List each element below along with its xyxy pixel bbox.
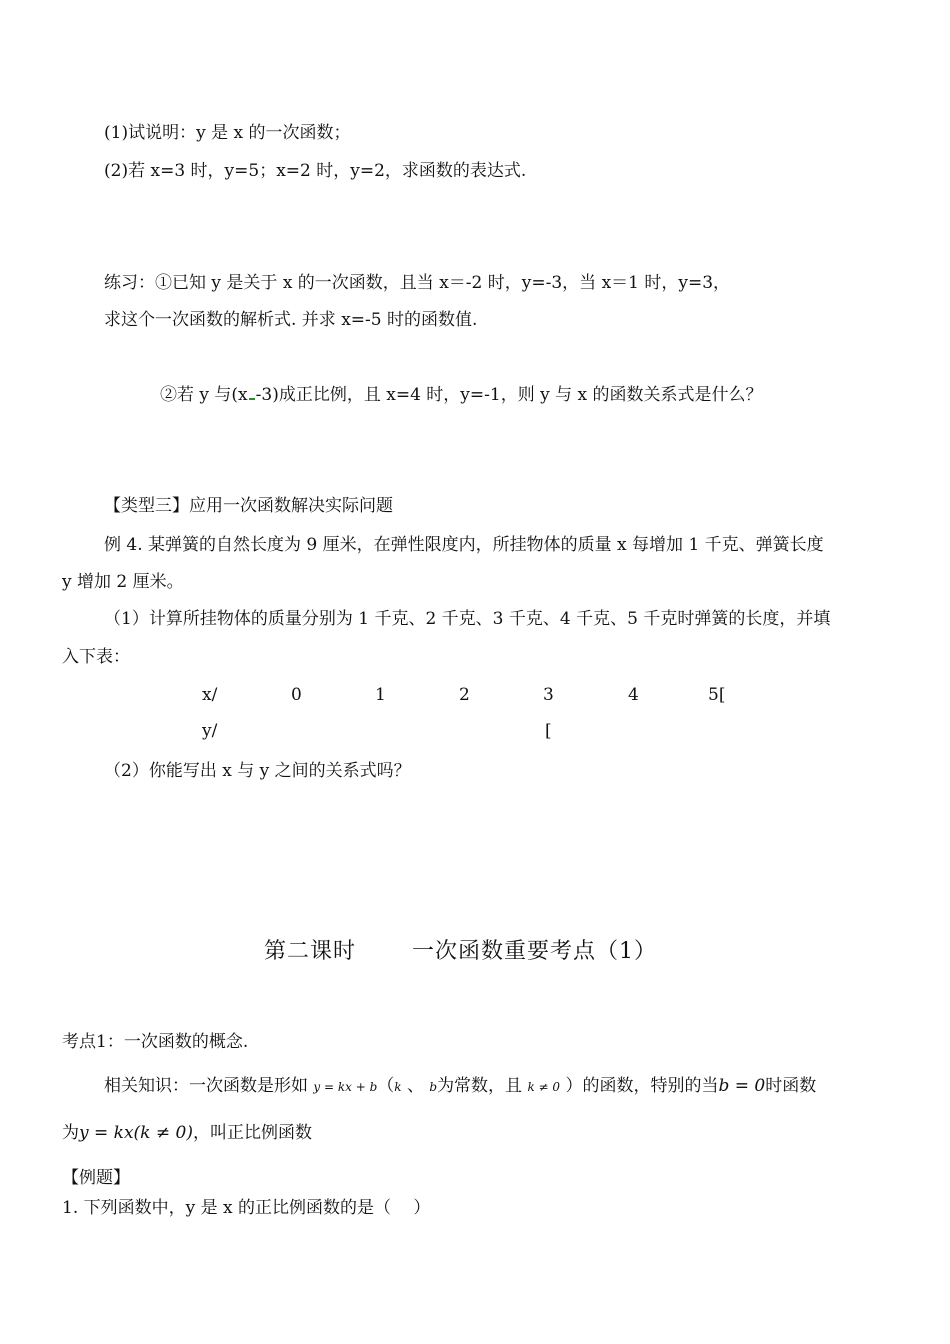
edit-mark — [249, 398, 255, 400]
practice-line-3-a: ②若 y 与(x — [160, 385, 248, 405]
part2-question: （2）你能写出 x 与 y 之间的关系式吗？ — [104, 761, 411, 781]
var-b: b — [429, 1080, 438, 1094]
const-text: 为常数，且 — [437, 1076, 523, 1096]
suffix-text: ）的函数，特别的当 — [565, 1076, 719, 1096]
table-x-cell: 2 — [459, 685, 470, 705]
lesson-title-right: 一次函数重要考点（1） — [412, 939, 658, 964]
examples-heading: 【例题】 — [62, 1168, 130, 1188]
line2-prefix: 为 — [62, 1123, 79, 1143]
table-y-cell: [ — [545, 721, 552, 741]
table-x-cell: 1 — [375, 685, 386, 705]
type3-heading: 【类型三】应用一次函数解决实际问题 — [104, 496, 393, 516]
table-x-cell: 0 — [291, 685, 302, 705]
example4-line-2: y 增加 2 厘米。 — [62, 572, 184, 592]
separator: 、 — [406, 1076, 424, 1096]
cond-k: k ≠ 0 — [527, 1080, 561, 1094]
practice-line-3 — [160, 383, 763, 407]
practice-line-1: 练习：①已知 y 是关于 x 的一次函数，且当 x＝-2 时，y=-3，当 x＝1 时，y=3， — [104, 273, 731, 293]
suffix-text-2: 时函数 — [765, 1076, 817, 1096]
kaodian-heading: 考点1：一次函数的概念. — [62, 1032, 249, 1052]
question-part-1: (1)试说明：y 是 x 的一次函数； — [104, 123, 351, 143]
table-x-cell: 4 — [628, 685, 639, 705]
question-part-2: (2)若 x=3 时，y=5；x=2 时，y=2，求函数的表达式. — [104, 161, 527, 181]
formula-direct: y = kx(k ≠ 0) — [79, 1123, 193, 1143]
table-y-label: y/ — [202, 721, 218, 741]
table-x-cell: 3 — [543, 685, 554, 705]
practice-line-3-b: -3)成正比例，且 x=4 时，y=-1，则 y 与 x 的函数关系式是什么？ — [255, 385, 763, 405]
lesson-title — [264, 940, 657, 964]
question-1: 1. 下列函数中，y 是 x 的正比例函数的是（ ） — [62, 1198, 431, 1218]
part1-line-2: 入下表： — [62, 647, 130, 667]
var-k: k — [394, 1080, 402, 1094]
cond-b: b = 0 — [718, 1076, 766, 1096]
formula-general: y = kx + b — [313, 1080, 378, 1094]
related-knowledge-line-2 — [62, 1121, 312, 1145]
practice-line-2: 求这个一次函数的解析式. 并求 x=-5 时的函数值. — [104, 310, 478, 330]
paren-open: （ — [377, 1076, 395, 1096]
table-x-cell: 5[ — [708, 685, 726, 705]
table-x-label: x/ — [202, 685, 218, 705]
example4-line-1: 例 4. 某弹簧的自然长度为 9 厘米，在弹性限度内，所挂物体的质量 x 每增加 1 千克、弹簧长度 — [104, 535, 824, 555]
part1-line-1: （1）计算所挂物体的质量分别为 1 千克、2 千克、3 千克、4 千克、5 千克时弹簧的长度，并填 — [104, 609, 831, 629]
lesson-title-left: 第二课时 — [264, 939, 357, 964]
related-knowledge-line-1 — [104, 1074, 816, 1099]
related-prefix: 相关知识：一次函数是形如 — [104, 1076, 308, 1096]
line2-suffix: ，叫正比例函数 — [192, 1123, 312, 1143]
